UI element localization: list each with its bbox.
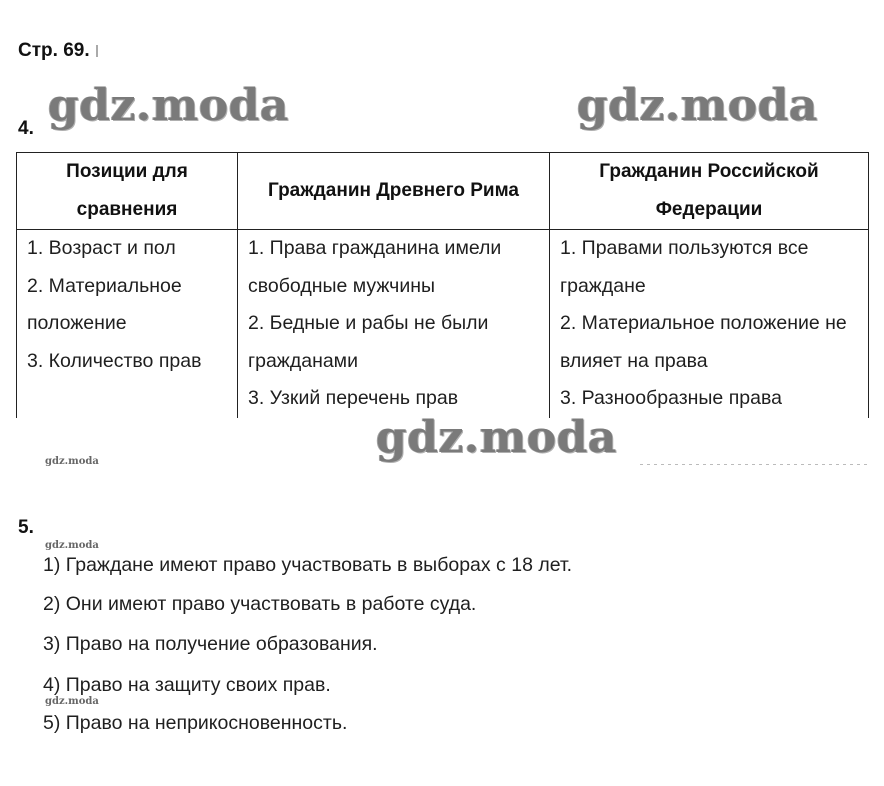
table-cell-item: 2. Материальное положение <box>27 274 182 335</box>
page-number-label <box>18 40 98 62</box>
table-cell-russia <box>550 230 869 418</box>
watermark-small: gdz.moda <box>45 696 99 707</box>
answer-item: 2) Они имеют право участвовать в работе суда. <box>43 593 477 615</box>
table-header-cell: Гражданин Древнего Рима <box>238 153 550 230</box>
answer-item: 1) Граждане имеют право участвовать в выборах с 18 лет. <box>43 554 573 576</box>
table-cell-item: 1. Правами пользуются все граждане <box>560 237 809 297</box>
table-cell-item: 2. Бедные и рабы не были гражданами <box>248 312 489 372</box>
watermark-small: gdz.moda <box>45 540 99 551</box>
cursor-tick <box>96 45 98 57</box>
watermark-logo: gdz.moda <box>48 80 290 131</box>
watermark-logo: gdz.moda <box>376 412 618 463</box>
table-cell-item: 2. Материальное положение не влияет на права <box>560 312 847 372</box>
answer-item: 3) Право на получение образования. <box>43 633 378 655</box>
table-cell-rome <box>238 230 550 418</box>
table-header-cell: Гражданин Российской Федерации <box>550 153 869 230</box>
table-cell-item: 3. Узкий перечень прав <box>248 387 459 410</box>
table-cell-item: 3. Количество прав <box>27 349 202 372</box>
watermark-small: gdz.moda <box>45 456 99 467</box>
table-cell-item: 3. Разнообразные права <box>560 387 782 410</box>
answer-item: 4) Право на защиту своих прав. <box>43 674 331 696</box>
task-4-number: 4. <box>18 118 34 139</box>
watermark-logo: gdz.moda <box>577 80 819 131</box>
comparison-table <box>16 152 869 418</box>
table-cell-item: 1. Возраст и пол <box>27 237 176 259</box>
table-cell-positions <box>17 230 238 418</box>
table-header-cell: Позиции для сравнения <box>17 153 238 230</box>
answer-item: 5) Право на неприкосновенность. <box>43 712 348 734</box>
table-header-row <box>17 153 869 230</box>
table-row <box>17 230 869 418</box>
task-5-number: 5. <box>18 517 34 538</box>
page-number-text: Стр. 69. <box>18 40 90 61</box>
divider-line <box>640 464 868 465</box>
table-cell-item: 1. Права гражданина имели свободные мужчины <box>248 237 502 297</box>
